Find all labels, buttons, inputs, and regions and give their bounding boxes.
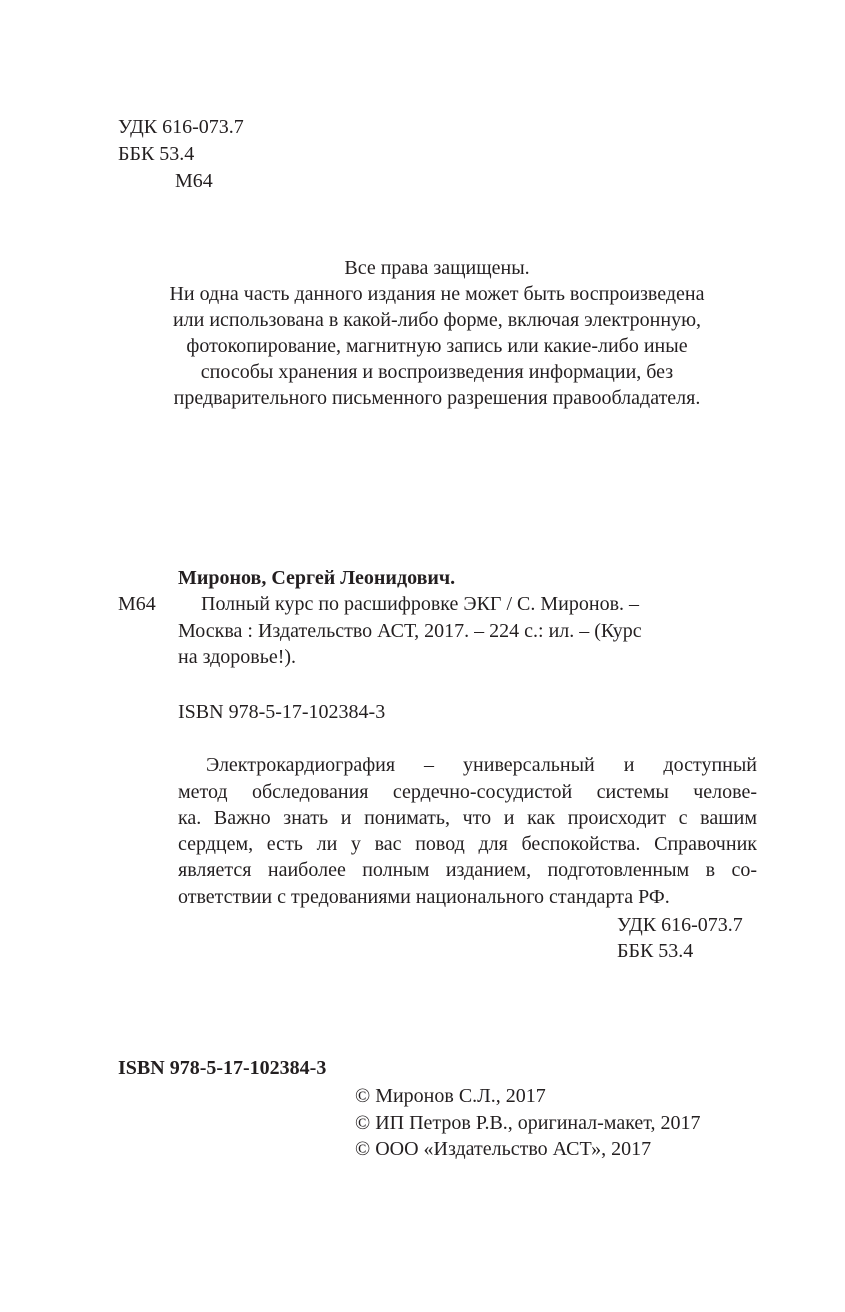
author-mark: М64 xyxy=(175,170,213,192)
copyright-line: © Миронов С.Л., 2017 xyxy=(355,1085,546,1107)
catalog-isbn: ISBN 978-5-17-102384-3 xyxy=(178,701,386,723)
rights-line: Все права защищены. xyxy=(344,257,530,279)
classification-bbk: ББК 53.4 xyxy=(617,940,694,962)
copyright-line: © ООО «Издательство АСТ», 2017 xyxy=(355,1138,652,1160)
annotation-line: ответствии с тредованиями национального стандарта РФ. xyxy=(178,886,670,908)
rights-line: способы хранения и воспроизведения информации, без xyxy=(200,361,674,383)
rights-line: предварительного письменного разрешения правообладателя. xyxy=(173,387,701,409)
catalog-mark: М64 xyxy=(118,593,156,615)
copyright-line: © ИП Петров Р.В., оригинал-макет, 2017 xyxy=(355,1112,701,1134)
annotation-line: является наиболее полным изданием, подготовленным в со- xyxy=(178,859,757,881)
annotation-line: метод обследования сердечно-сосудистой системы челове- xyxy=(178,781,757,803)
classification-udk: УДК 616-073.7 xyxy=(617,914,743,936)
udk-code: УДК 616-073.7 xyxy=(118,116,244,138)
catalog-author: Миронов, Сергей Леонидович. xyxy=(178,567,456,589)
rights-line: фотокопирование, магнитную запись или какие-либо иные xyxy=(186,335,688,357)
rights-line: или использована в какой-либо форме, включая электронную, xyxy=(172,309,702,331)
annotation-line: Электрокардиография – универсальный и доступный xyxy=(206,754,757,776)
bbk-code: ББК 53.4 xyxy=(118,143,195,165)
catalog-line: на здоровье!). xyxy=(178,646,297,668)
catalog-line: Полный курс по расшифровке ЭКГ / С. Миронов. – xyxy=(201,593,640,615)
rights-line: Ни одна часть данного издания не может быть воспроизведена xyxy=(169,283,705,305)
catalog-line: Москва : Издательство АСТ, 2017. – 224 с.: ил. – (Курс xyxy=(178,620,642,642)
annotation-line: ка. Важно знать и понимать, что и как происходит с вашим xyxy=(178,807,757,829)
annotation-line: сердцем, есть ли у вас повод для беспокойства. Справочник xyxy=(178,833,757,855)
footer-isbn: ISBN 978-5-17-102384-3 xyxy=(118,1057,327,1079)
